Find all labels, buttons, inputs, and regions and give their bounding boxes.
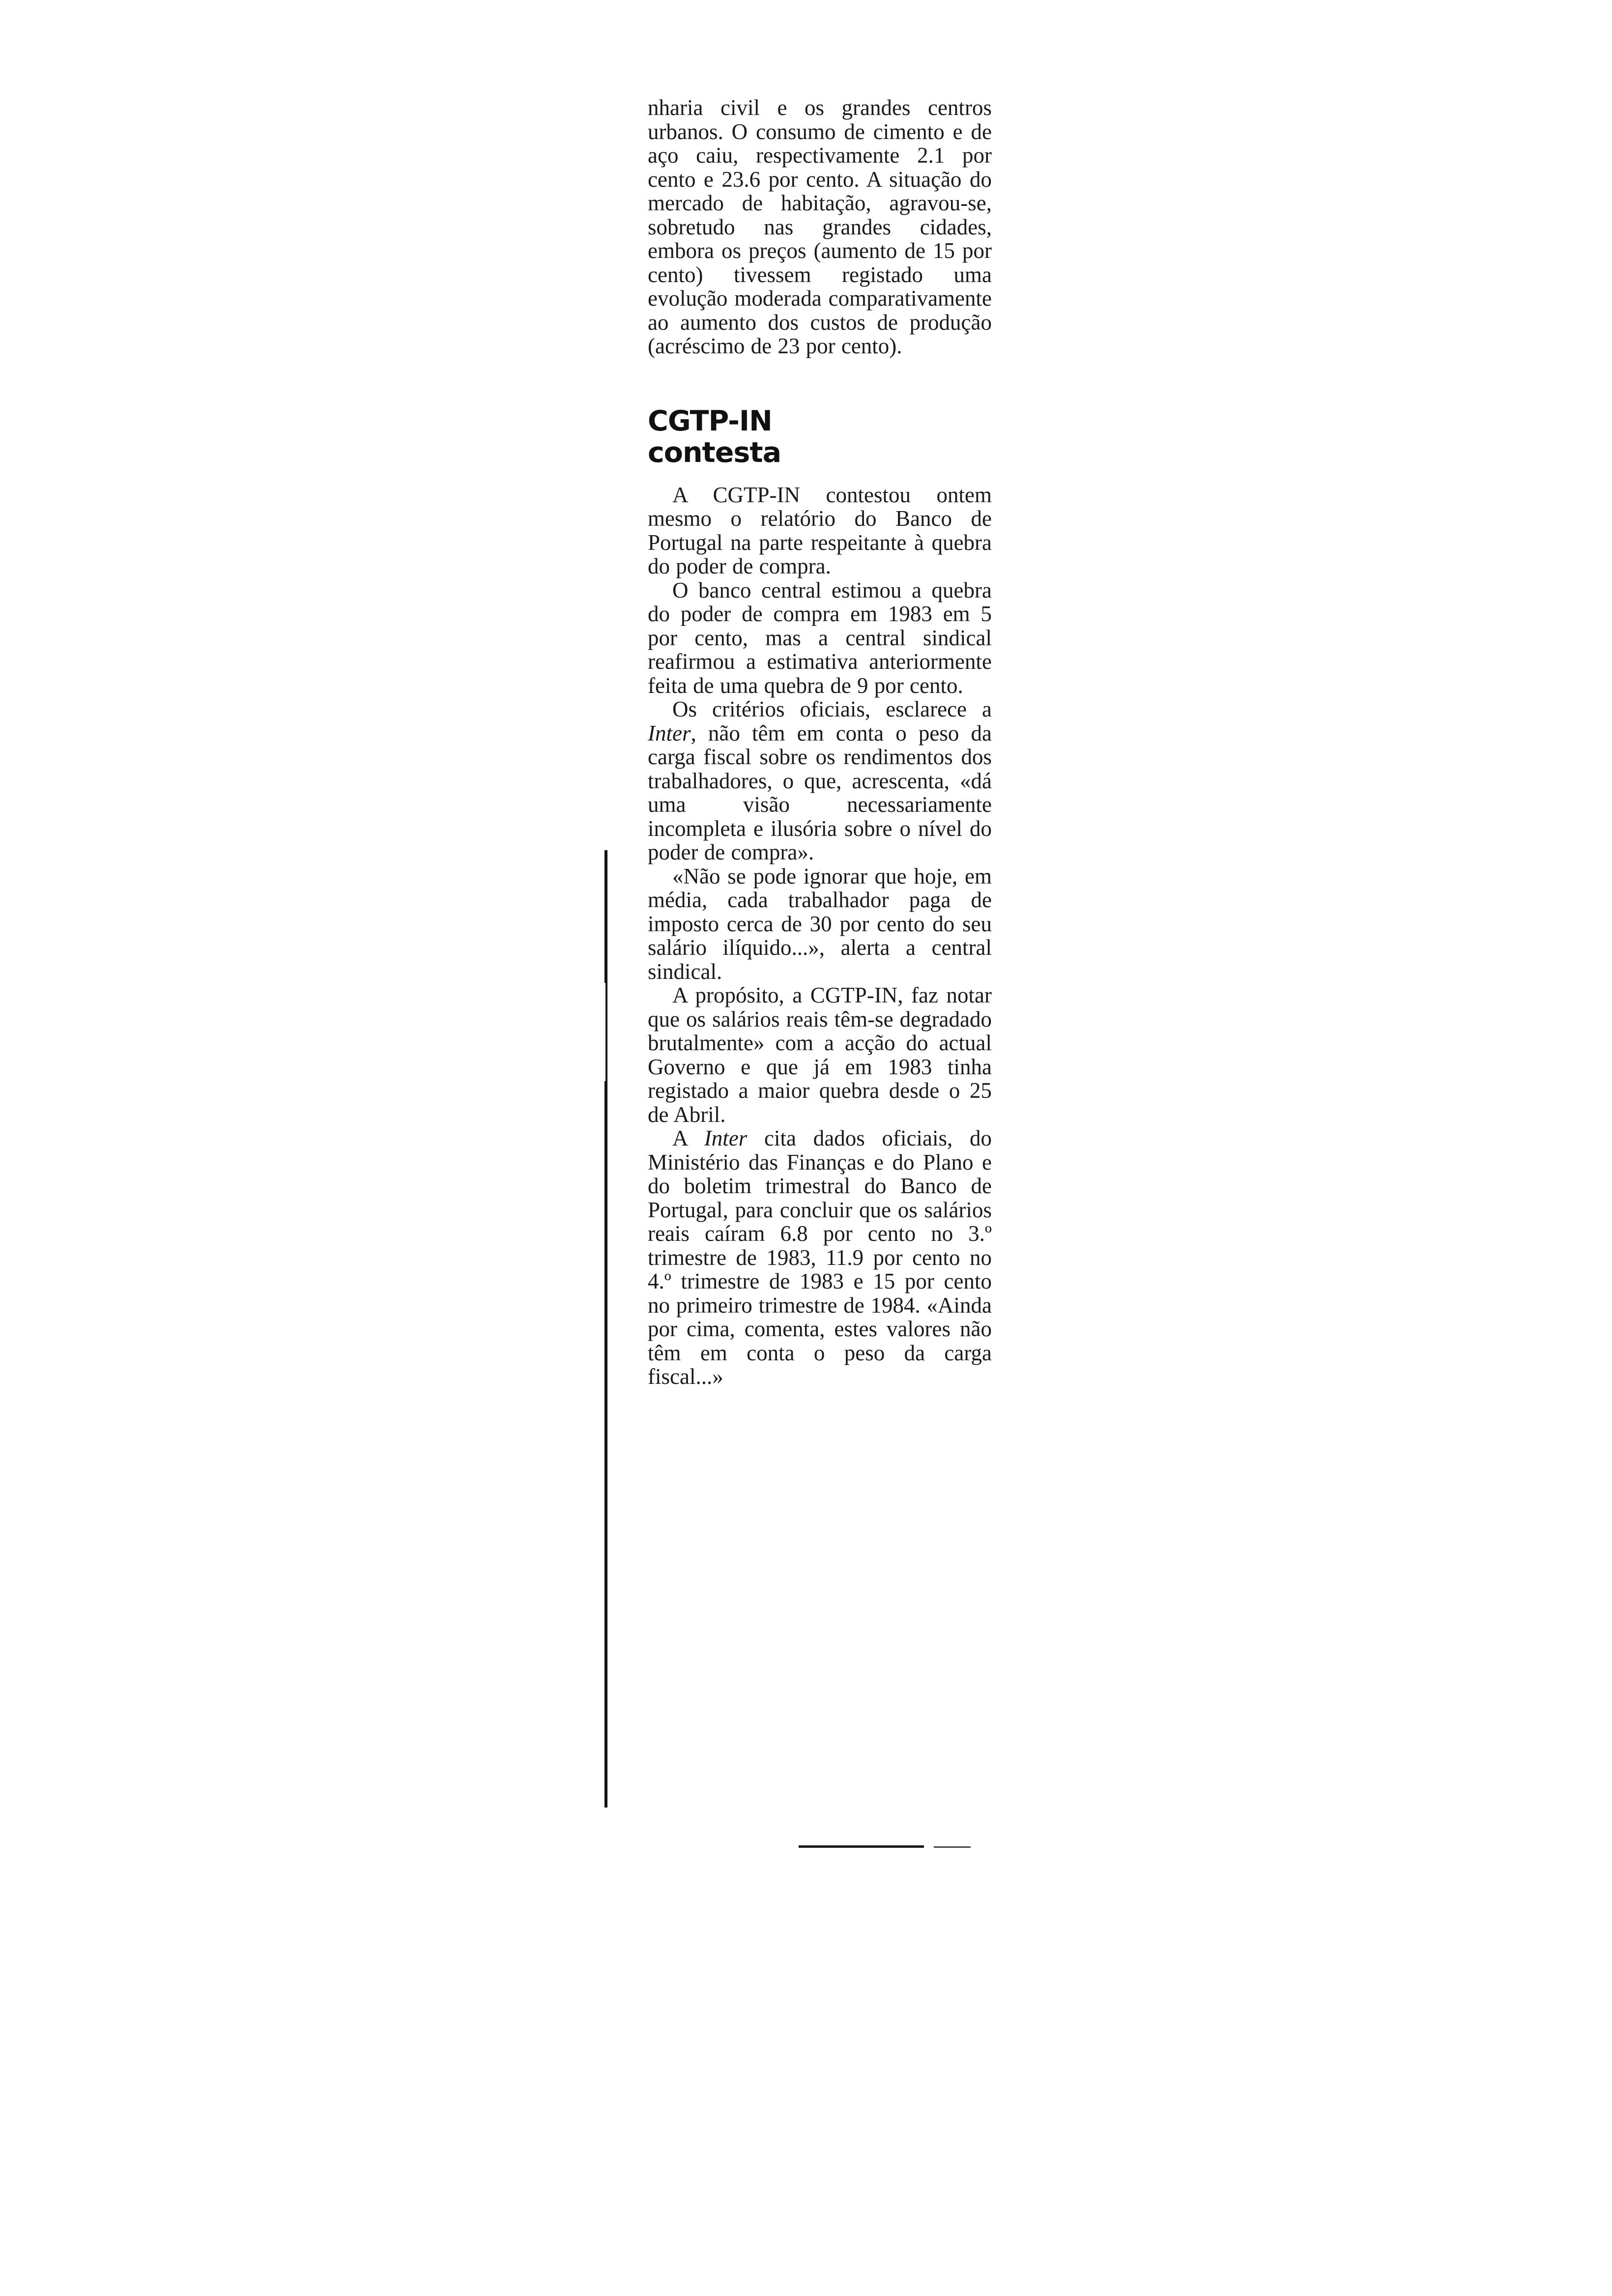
section-heading-line-1: CGTP-IN [648,404,772,437]
paragraph-6-text-end: cita dados oficiais, do Ministério das Finanças e do Plano e do boletim trimestral do Banco de Portugal, para concluir que os salários reais caíram 6.8 por cento no 3.º trimestre de 1983, 11.9 por cento no 4.º trimestre de 1983 e 15 por cento no primeiro trimestre de 1984. «Ainda por cima, comenta, estes valores não têm em conta o peso da carga fiscal...» [648,1126,992,1389]
lead-paragraph: nharia civil e os grandes centros urbanos. O consumo de cimento e de aço caiu, respectivamente 2.1 por cento e 23.6 por cento. A situação do mercado de habitação, agravou-se, sobretudo nas grandes cidades, embora os preços (aumento de 15 por cento) tivessem registado uma evolução moderada comparativamente ao aumento dos custos de produção (acréscimo de 23 por cento). [648,95,992,358]
end-of-article-dash [934,1846,971,1848]
paragraph-6 [648,1126,992,1389]
paragraph-4: «Não se pode ignorar que hoje, em média, cada trabalhador paga de imposto cerca de 30 por cento do seu salário ilíquido...», alerta a central sindical. [648,863,992,984]
section-heading [648,405,992,468]
paragraph-3-text-end: , não têm em conta o peso da carga fiscal sobre os rendimentos dos trabalhadores, o que, acrescenta, «dá uma visão necessariamente incompleta e ilusória sobre o nível do poder de compra». [648,720,992,864]
paragraph-3 [648,697,992,864]
paragraph-6-italic: Inter [704,1126,748,1150]
section-heading-line-2: contesta [648,436,781,469]
margin-marker-gap [604,983,605,1081]
newspaper-clipping [648,96,992,1389]
paragraph-2: O banco central estimou a quebra do poder de compra em 1983 em 5 por cento, mas a central sindical reafirmou a estimativa anteriormente feita de uma quebra de 9 por cento. [648,577,992,698]
paragraph-3-text-start: Os critérios oficiais, esclarece a [672,697,992,721]
end-of-article-rule [799,1845,924,1848]
paragraph-1: A CGTP-IN contestou ontem mesmo o relatório do Banco de Portugal na parte respeitante à quebra do poder de compra. [648,482,992,578]
paragraph-6-text-start: A [672,1126,704,1150]
paragraph-3-italic: Inter [648,720,691,746]
paragraph-5: A propósito, a CGTP-IN, faz notar que os salários reais têm-se degradado brutalmente» com a acção do actual Governo e que já em 1983 tinha registado a maior quebra desde o 25 de Abril. [648,983,992,1127]
